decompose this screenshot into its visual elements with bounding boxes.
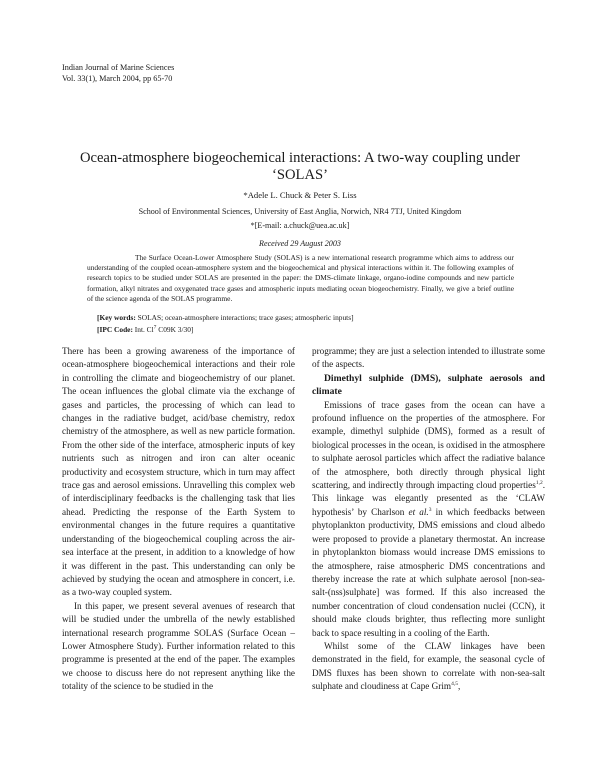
column-right — [312, 345, 545, 694]
journal-header — [62, 62, 174, 84]
keywords-text: SOLAS; ocean-atmosphere interactions; trace gases; atmospheric inputs] — [137, 313, 354, 322]
ipc-text: Int. Cl — [134, 325, 154, 334]
citation: 3 — [428, 506, 432, 513]
text-run: . This linkage was elegantly presented as the ‘CLAW hypothesis’ by Charlson — [312, 480, 545, 517]
body-paragraph: In this paper, we present several avenues of research that will be studied under the umbrella of the newly established international research programme SOLAS (Surface Ocean – Lower Atmosphere Study). Further information related to this programme is presented at the end of the paper. The examples we choose to discuss here do not represent anything like the totality of the science to be studied in the — [62, 600, 295, 692]
journal-volume: Vol. 33(1), March 2004, pp 65-70 — [62, 74, 173, 83]
journal-name: Indian Journal of Marine Sciences — [62, 63, 175, 72]
body-paragraph: programme; they are just a selection intended to illustrate some of the aspects. — [312, 346, 545, 370]
authors: *Adele L. Chuck & Peter S. Liss — [243, 190, 357, 200]
ipc-code — [97, 325, 517, 335]
et-al: et al. — [408, 506, 429, 517]
citation: 1,2 — [535, 480, 543, 486]
ipc-sup: 7 — [153, 324, 157, 331]
body-paragraph — [312, 640, 545, 694]
section-heading: Dimethyl sulphide (DMS), sulphate aerosols and climate — [312, 372, 545, 398]
keywords — [97, 313, 517, 323]
keywords-label: [Key words: — [97, 313, 136, 322]
body-paragraph: There has been a growing awareness of the importance of ocean-atmosphere biogeochemical interactions and their role in controlling the climate and biogeochemistry of our planet. The ocean influences the global climate via the exchange of gases and particles, the processing of which can lead to changes in the radiative budget, acid/base chemistry, redox chemistry of the atmosphere, as well as new particle formation. From the other side of the interface, atmospheric inputs of key nutrients such as nitrogen and iron can alter oceanic productivity and ecosystem structure, which in turn may affect trace gas and aerosol emissions. Unravelling this complex web of interdisciplinary feedbacks is the challenging task that lies ahead. Predicting the response of the Earth System to environmental changes in the future requires a quantitative understanding of the biogeochemical coupling across the air-sea interface at the present, in addition to a knowledge of how it was different in the past. This understanding can only be achieved by studying the ocean and atmosphere in concert, i.e. as a two-way coupled system. — [62, 346, 295, 598]
paper-title: Ocean-atmosphere biogeochemical interactions: A two-way coupling under ‘SOLAS’ — [79, 150, 521, 183]
column-left — [62, 345, 295, 694]
text-run: Emissions of trace gases from the ocean can have a profound influence on the properties of the atmosphere. For example, dimethyl sulphide (DMS), formed as a result of biological processes in the ocean, is oxidised in the atmosphere to sulphate aerosol particles which affect the radiative balance of the atmosphere, both directly through physical light scattering, and indirectly through impacting cloud properties — [312, 399, 545, 491]
text-run: , — [457, 681, 461, 692]
citation: 4,5 — [451, 681, 458, 688]
received-date: Received 29 August 2003 — [259, 239, 341, 248]
ipc-text-post: C09K 3/30] — [158, 325, 194, 334]
ipc-label: [IPC Code: — [97, 325, 133, 334]
email-address: *[E-mail: a.chuck@uea.ac.uk] — [250, 221, 350, 230]
abstract — [87, 253, 514, 304]
affiliation: School of Environmental Sciences, University of East Anglia, Norwich, NR4 7TJ, United Kingdom — [138, 207, 462, 216]
text-run: Whilst some of the CLAW linkages have been demonstrated in the field, for example, the seasonal cycle of DMS fluxes has been shown to correlate with non-sea-salt sulphate and cloudiness at Cape Grim — [312, 640, 545, 692]
text-run: in which feedbacks between phytoplankton productivity, DMS emissions and cloud albedo were proposed to provide a planetary thermostat. An increase in phytoplankton biomass would increase DMS emissions to the atmosphere, raise atmospheric DMS concentrations and thereby increase the rate at which sulphate aerosol [non-sea-salt-(nss)sulphate] was formed. If this also increased the number concentration of cloud condensation nuclei (CCN), it should make clouds brighter, thus reflecting more sunlight back to space resulting in a cooling of the Earth. — [312, 506, 546, 638]
body-paragraph — [312, 399, 545, 640]
abstract-text: The Surface Ocean-Lower Atmosphere Study (SOLAS) is a new international research programme which aims to address our understanding of the coupled ocean-atmosphere system and the biogeochemical and physical interactions within it. The following examples of research topics to be studied under SOLAS are presented in the paper: the DMS-climate linkage, organo-iodine compounds and new particle formation, alkyl nitrates and oxygenated trace gases and atmospheric inputs mediating ocean biogeochemistry. Finally, we give a brief outline of the science agenda of the SOLAS programme. — [87, 253, 514, 303]
